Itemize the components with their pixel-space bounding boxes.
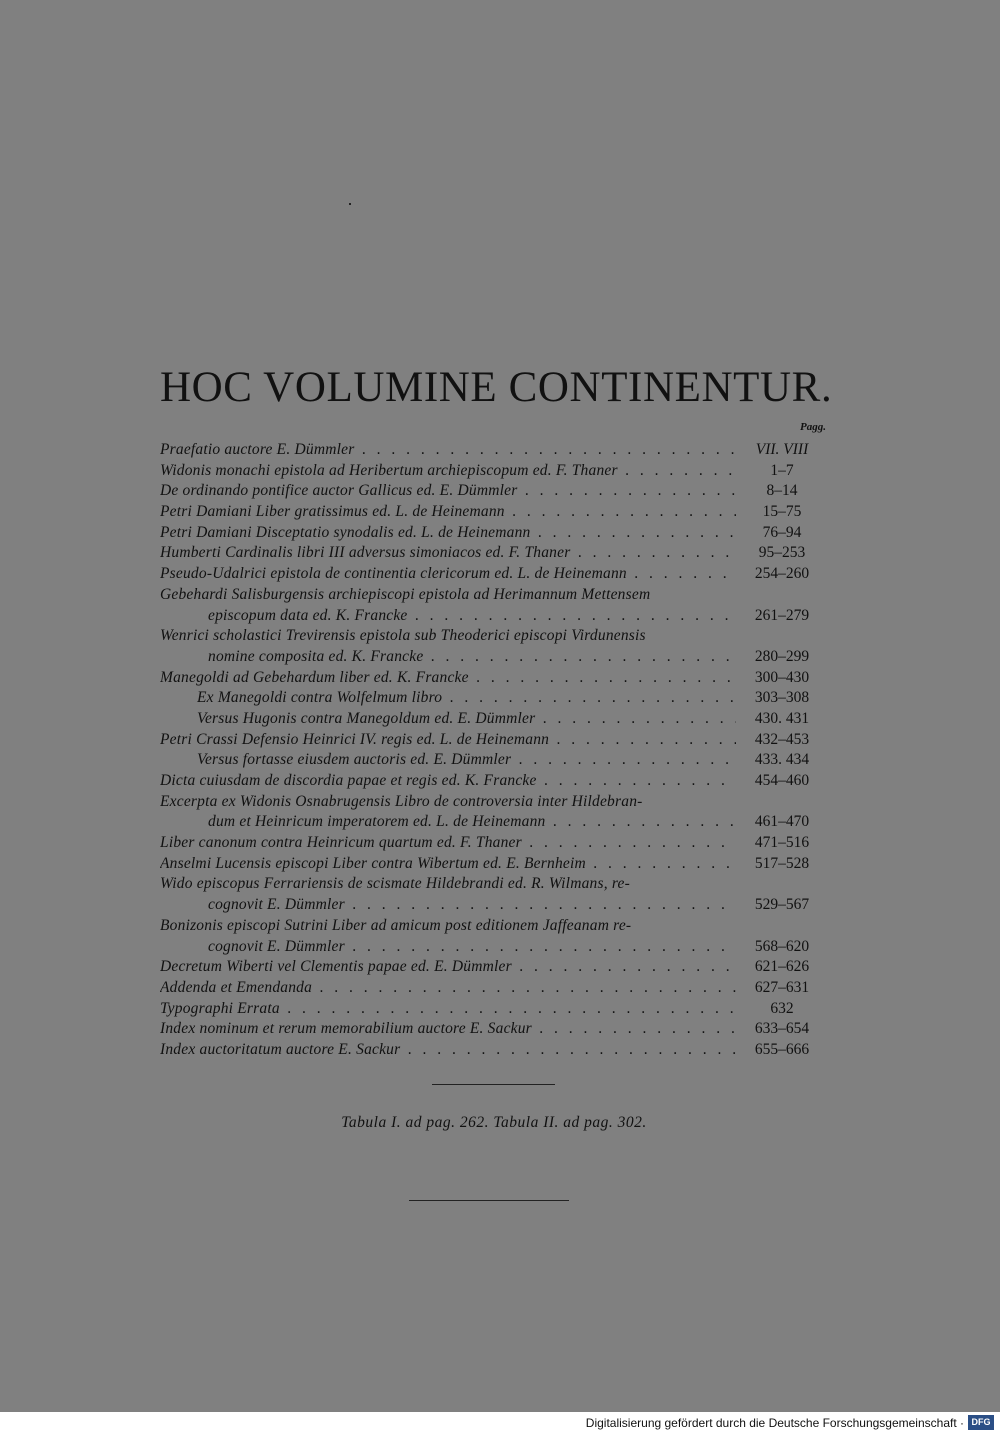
toc-entry — [160, 461, 828, 482]
toc-subentry — [160, 750, 828, 771]
separator-rule — [432, 1084, 555, 1085]
toc-entry — [160, 957, 828, 978]
toc-entry-title: Versus fortasse eiusdem auctoris ed. E. Dümmler . . . — [197, 750, 736, 771]
toc-entry-pages: 15–75 — [762, 503, 802, 521]
toc-entry-pages: 627–631 — [754, 978, 810, 996]
toc-entry-pages: 471–516 — [754, 834, 810, 852]
toc-entry-title: Decretum Wiberti vel Clementis papae ed. E. Dümmler . . . — [160, 957, 736, 978]
toc-entry-pages: 95–253 — [758, 544, 806, 562]
toc-entry-title: De ordinando pontifice auctor Gallicus ed. E. Dümmler . . . — [160, 481, 736, 502]
toc-entry-continuation — [160, 895, 828, 916]
toc-entry-pages: 529–567 — [754, 896, 810, 914]
toc-entry — [160, 1040, 828, 1061]
toc-entry-pages: 633–654 — [754, 1020, 810, 1038]
toc-entry-pages: 432–453 — [754, 730, 810, 748]
funding-credit: Digitalisierung gefördert durch die Deutsche Forschungsgemeinschaft · — [585, 1416, 964, 1430]
toc-entry-title: Index nominum et rerum memorabilium auctore E. Sackur . . . — [160, 1019, 736, 1040]
scan-speck — [349, 203, 351, 205]
toc-entry-title: Humberti Cardinalis libri III adversus simoniacos ed. F. Thaner . . . — [160, 543, 736, 564]
toc-entry-title: Addenda et Emendanda . . . — [160, 978, 736, 999]
toc-entry-pages: 433. 434 — [754, 751, 810, 769]
toc-entry-pages: 454–460 — [754, 772, 810, 789]
toc-entry — [160, 440, 828, 461]
footer-bar — [0, 1412, 1000, 1434]
toc-entry — [160, 523, 828, 544]
toc-entry-title: Excerpta ex Widonis Osnabrugensis Libro de controversia inter Hildebran- — [160, 792, 643, 810]
toc-entry — [160, 771, 828, 792]
toc-entry-title: Anselmi Lucensis episcopi Liber contra Wibertum ed. E. Bernheim . . . — [160, 854, 736, 875]
toc-entry-title: Petri Damiani Liber gratissimus ed. L. de Heinemann . . . — [160, 502, 736, 523]
toc-entry-title: Praefatio auctore E. Dümmler . . . — [160, 440, 736, 461]
toc-entry-title: dum et Heinricum imperatorem ed. L. de Heinemann . . . — [208, 812, 736, 833]
toc-entry-title: Widonis monachi epistola ad Heribertum archiepiscopum ed. F. Thaner . . . — [160, 461, 736, 482]
toc-entry-continuation — [160, 606, 828, 627]
toc-entry-continuation — [160, 937, 828, 958]
toc-entry-title: Versus Hugonis contra Manegoldum ed. E. Dümmler . . . — [197, 709, 736, 730]
toc-entry-title: Bonizonis episcopi Sutrini Liber ad amicum post editionem Jaffeanam re- — [160, 916, 632, 934]
toc-entry-pages: 1–7 — [770, 461, 794, 479]
toc-entry-title: Petri Damiani Disceptatio synodalis ed. L. de Heinemann . . . — [160, 523, 736, 544]
toc-entry — [160, 481, 828, 502]
toc-entry — [160, 730, 828, 751]
toc-entry-title: Dicta cuiusdam de discordia papae et regis ed. K. Francke . . . — [160, 771, 736, 792]
toc-entry — [160, 854, 828, 875]
toc-entry-title: Gebehardi Salisburgensis archiepiscopi epistola ad Herimannum Mettensem — [160, 585, 651, 603]
pages-column-header: Pagg. — [800, 421, 826, 433]
toc-subentry — [160, 709, 828, 730]
toc-entry-pages: 300–430 — [754, 668, 810, 686]
page-title: HOC VOLUMINE CONTINENTUR. — [160, 364, 833, 411]
toc-entry-title: Typographi Errata . . . — [160, 999, 736, 1020]
toc-entry-title: Manegoldi ad Gebehardum liber ed. K. Francke . . . — [160, 668, 736, 689]
toc-entry-pages: 461–470 — [754, 813, 810, 831]
toc-entry-pages: 517–528 — [754, 854, 810, 872]
toc-entry-title: cognovit E. Dümmler . . . — [208, 937, 736, 958]
toc-entry — [160, 833, 828, 854]
toc-entry — [160, 999, 828, 1020]
toc-entry-pages: 303–308 — [754, 689, 810, 707]
toc-entry — [160, 874, 828, 895]
toc-entry — [160, 668, 828, 689]
toc-subentry — [160, 688, 828, 709]
toc-entry — [160, 978, 828, 999]
toc-entry-title: episcopum data ed. K. Francke . . . — [208, 606, 736, 627]
toc-entry-title: Wenrici scholastici Trevirensis epistola sub Theoderici episcopi Virdunensis — [160, 627, 646, 645]
toc-entry-pages: VII. VIII — [755, 441, 809, 458]
toc-entry-title: Petri Crassi Defensio Heinrici IV. regis ed. L. de Heinemann . . . — [160, 730, 736, 751]
toc-entry-pages: 280–299 — [754, 647, 810, 665]
toc-entry-continuation — [160, 812, 828, 833]
toc-entry — [160, 916, 828, 937]
toc-entry-pages: 254–260 — [754, 565, 810, 583]
toc-entry — [160, 564, 828, 585]
toc-entry — [160, 502, 828, 523]
toc-entry-pages: 655–666 — [754, 1040, 810, 1058]
toc-entry-pages: 261–279 — [754, 606, 810, 624]
toc-entry-title: Pseudo-Udalrici epistola de continentia clericorum ed. L. de Heinemann . . . — [160, 564, 736, 585]
toc-entry — [160, 1019, 828, 1040]
toc-entry-pages: 568–620 — [754, 937, 810, 955]
toc-entry-continuation — [160, 647, 828, 668]
toc-entry-pages: 632 — [770, 999, 794, 1017]
toc-entry-pages: 76–94 — [762, 523, 802, 541]
toc-entry — [160, 792, 828, 813]
toc-entry-title: cognovit E. Dümmler . . . — [208, 895, 736, 916]
toc-entry-title: nomine composita ed. K. Francke . . . — [208, 647, 736, 668]
toc-entry-pages: 621–626 — [754, 958, 810, 976]
closing-rule — [409, 1200, 569, 1201]
table-of-contents — [160, 440, 828, 1061]
toc-entry-title: Liber canonum contra Heinricum quartum ed. F. Thaner . . . — [160, 833, 736, 854]
toc-entry-pages: 8–14 — [766, 482, 798, 500]
plates-note: Tabula I. ad pag. 262. Tabula II. ad pag. 302. — [341, 1114, 647, 1131]
toc-entry-title: Wido episcopus Ferrariensis de scismate Hildebrandi ed. R. Wilmans, re- — [160, 875, 630, 893]
toc-entry-title: Index auctoritatum auctore E. Sackur . . . — [160, 1040, 736, 1061]
toc-entry — [160, 543, 828, 564]
dfg-logo: DFG — [968, 1415, 994, 1430]
toc-entry — [160, 626, 828, 647]
toc-entry-pages: 430. 431 — [754, 709, 810, 727]
toc-entry — [160, 585, 828, 606]
toc-entry-title: Ex Manegoldi contra Wolfelmum libro . . . — [197, 688, 736, 709]
